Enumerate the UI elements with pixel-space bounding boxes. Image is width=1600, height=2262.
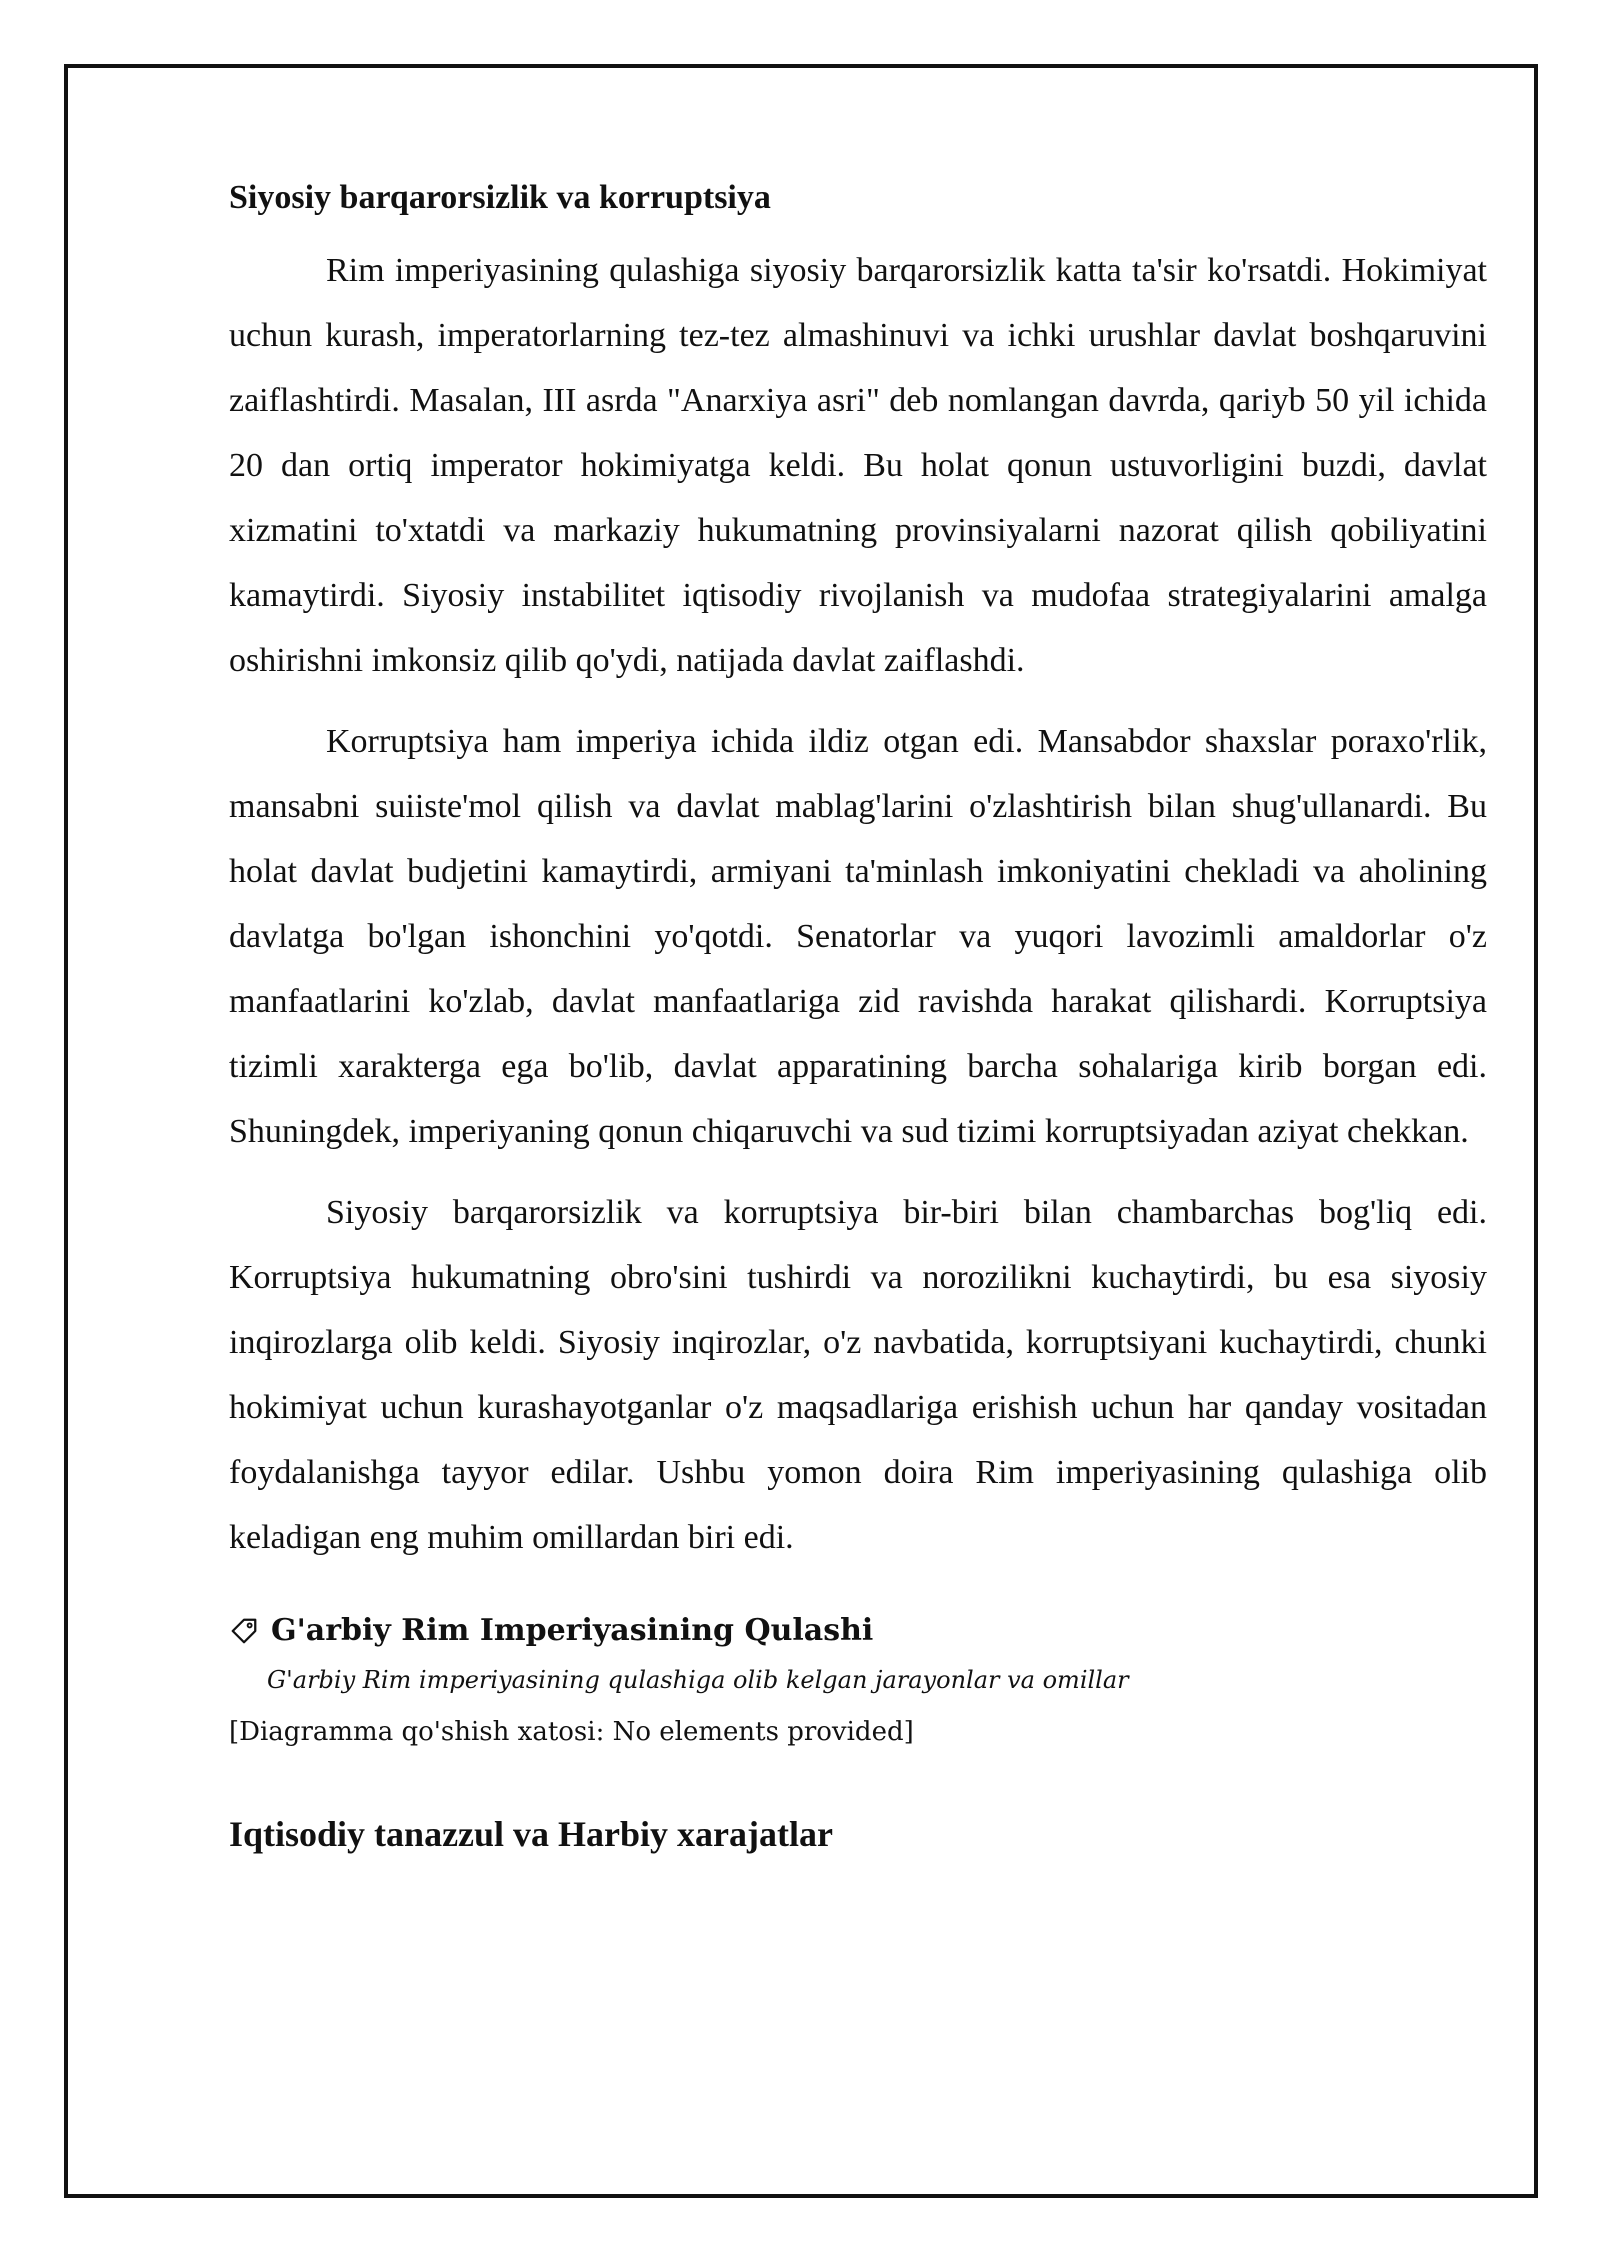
callout-subtitle: G'arbiy Rim imperiyasining qulashiga olib kelgan jarayonlar va omillar xyxy=(267,1666,1129,1694)
paragraph-vicious-circle: Siyosiy barqarorsizlik va korruptsiya bir-biri bilan chambarchas bog'liq edi. Korruptsiya hukumatning obro'sini tushirdi va norozilikni kuchaytirdi, bu esa siyosiy inqirozlarga olib keldi. Siyosiy inqirozlar, o'z navbatida, korruptsiyani kuchaytirdi, chunki hokimiyat uchun kurashayotganlar o'z maqsadlariga erishish uchun har qanday vositadan foydalanishga tayyor edilar. Ushbu yomon doira Rim imperiyasining qulashiga olib keladigan eng muhim omillardan biri edi. xyxy=(229,1194,1487,1556)
callout-title: G'arbiy Rim Imperiyasining Qulashi xyxy=(271,1613,874,1648)
diagram-error-message: [Diagramma qo'shish xatosi: No elements provided] xyxy=(229,1717,914,1747)
document-content xyxy=(229,170,1487,1862)
section-heading: Siyosiy barqarorsizlik va korruptsiya xyxy=(229,179,771,216)
tag-icon xyxy=(229,1616,259,1646)
paragraph-corruption: Korruptsiya ham imperiya ichida ildiz otgan edi. Mansabdor shaxslar poraxo'rlik, mansabni suiiste'mol qilish va davlat mablag'larini o'zlashtirish bilan shug'ullanardi. Bu holat davlat budjetini kamaytirdi, armiyani ta'minlash imkoniyatini chekladi va aholining davlatga bo'lgan ishonchini yo'qotdi. Senatorlar va yuqori lavozimli amaldorlar o'z manfaatlarini ko'zlab, davlat manfaatlariga zid ravishda harakat qilishardi. Korruptsiya tizimli xarakterga ega bo'lib, davlat apparatining barcha sohalariga kirib borgan edi. Shuningdek, imperiyaning qonun chiqaruvchi va sud tizimi korruptsiyadan aziyat chekkan. xyxy=(229,723,1487,1150)
diagram-callout xyxy=(229,1606,1487,1754)
next-section-heading: Iqtisodiy tanazzul va Harbiy xarajatlar xyxy=(229,1814,833,1854)
callout-title-row xyxy=(229,1606,1487,1656)
paragraph-political-instability: Rim imperiyasining qulashiga siyosiy barqarorsizlik katta ta'sir ko'rsatdi. Hokimiyat uchun kurash, imperatorlarning tez-tez almashinuvi va ichki urushlar davlat boshqaruvini zaiflashtirdi. Masalan, III asrda "Anarxiya asri" deb nomlangan davrda, qariyb 50 yil ichida 20 dan ortiq imperator hokimiyatga keldi. Bu holat qonun ustuvorligini buzdi, davlat xizmatini to'xtatdi va markaziy hukumatning provinsiyalarni nazorat qilish qobiliyatini kamaytirdi. Siyosiy instabilitet iqtisodiy rivojlanish va mudofaa strategiyalarini amalga oshirishni imkonsiz qilib qo'ydi, natijada davlat zaiflashdi. xyxy=(229,252,1487,679)
